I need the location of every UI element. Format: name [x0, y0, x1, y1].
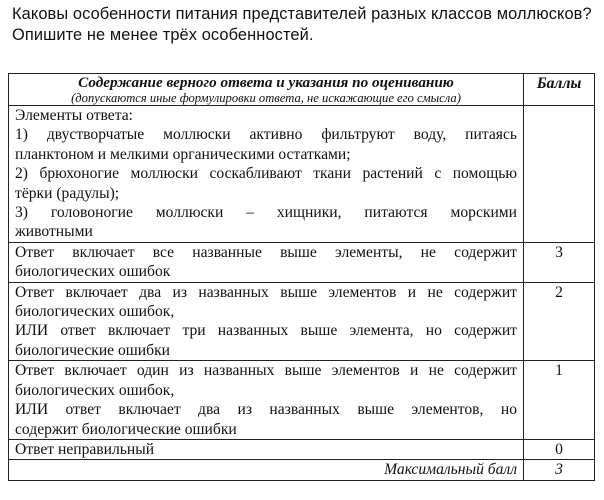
header-title: Содержание верного ответа и указания по оцениванию: [78, 74, 454, 91]
criterion-row-0: [9, 439, 595, 459]
criterion-line: ИЛИ ответ включает два из названных выше элементов, но: [15, 401, 517, 419]
criterion-row-3: [9, 242, 595, 282]
answer-element-line: 3) головоногие моллюски – хищники, питаются морскими: [15, 204, 517, 222]
criterion-line: Ответ неправильный: [15, 440, 155, 458]
criterion-score: 2: [524, 282, 595, 361]
grading-table: [8, 73, 595, 481]
criterion-line: биологических ошибок: [15, 263, 171, 281]
header-content-cell: [9, 74, 524, 106]
max-score-row: [9, 460, 595, 480]
table-header-row: [9, 74, 595, 106]
question-text: [12, 4, 597, 46]
header-subtitle: (допускаются иные формулировки ответа, не искажающие его смысла): [71, 91, 461, 105]
answer-elements-cell: [9, 106, 524, 243]
criterion-line: биологических ошибок,: [15, 303, 175, 321]
header-score-cell: Баллы: [524, 74, 595, 106]
criterion-line: ИЛИ ответ включает три названных выше элемента, но содержит: [15, 322, 517, 340]
answer-element-line: тёрки (радулы);: [15, 184, 120, 202]
answer-element-line: 1) двустворчатые моллюски активно фильтруют воду, питаясь: [15, 126, 517, 144]
max-score-label: Максимальный балл: [9, 460, 524, 480]
criterion-line: Ответ включает один из названных выше элементов и не содержит: [15, 362, 517, 380]
answer-element-line: планктоном и мелкими органическими остатками;: [15, 145, 351, 163]
answer-elements-score-cell: [524, 106, 595, 243]
criterion-row-2: [9, 282, 595, 361]
criterion-text-cell: [9, 361, 524, 440]
answer-element-line: животными: [15, 223, 93, 241]
criterion-score: 1: [524, 361, 595, 440]
max-score-value: 3: [524, 460, 595, 480]
question-line-2: Опишите не менее трёх особенностей.: [12, 26, 314, 44]
criterion-line: Ответ включает два из названных выше элементов и не содержит: [15, 283, 517, 301]
criterion-line: содержит биологические ошибки: [15, 420, 237, 438]
criterion-text-cell: [9, 282, 524, 361]
criterion-line: биологические ошибки: [15, 341, 171, 359]
criterion-row-1: [9, 361, 595, 440]
criterion-text-cell: [9, 242, 524, 282]
answer-elements-title: Элементы ответа:: [15, 107, 133, 124]
criterion-score: 0: [524, 439, 595, 459]
criterion-text-cell: [9, 439, 524, 459]
answer-elements-row: [9, 106, 595, 243]
criterion-score: 3: [524, 242, 595, 282]
criterion-line: биологических ошибок,: [15, 381, 175, 399]
question-line-1: Каковы особенности питания представителей разных классов моллюсков?: [12, 5, 592, 23]
answer-element-line: 2) брюхоногие моллюски соскабливают ткани растений с помощью: [15, 165, 517, 183]
criterion-line: Ответ включает все названные выше элементы, не содержит: [15, 243, 517, 261]
